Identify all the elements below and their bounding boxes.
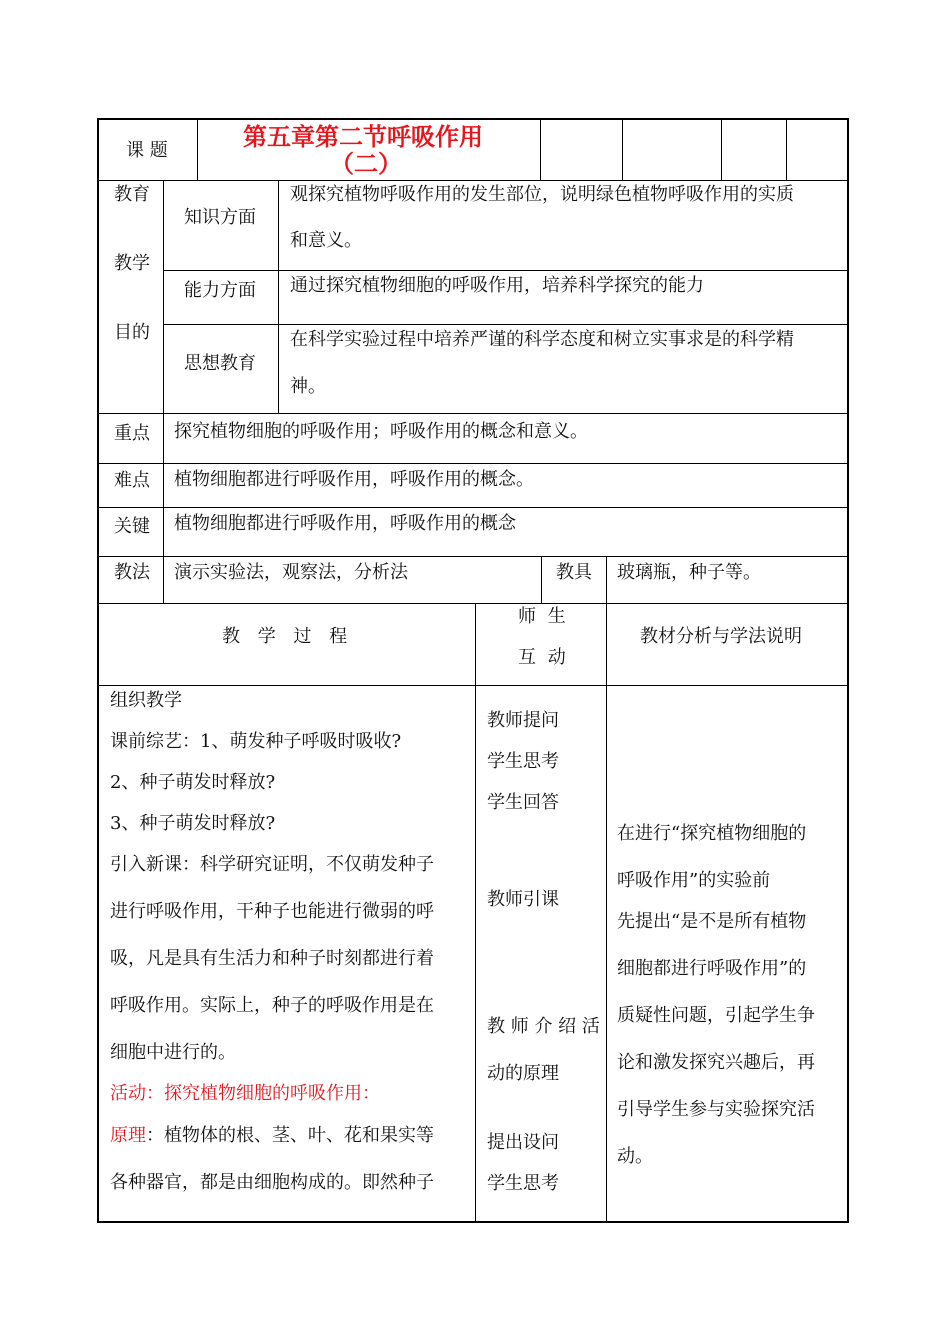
- lesson-title-part: （二）: [330, 149, 402, 178]
- process-line: 细胞中进行的。: [110, 1042, 236, 1063]
- process-line: 进行呼吸作用，干种子也能进行微弱的呼: [110, 901, 434, 922]
- col-divider: [197, 120, 198, 180]
- col-divider: [278, 180, 279, 413]
- row-divider: [163, 270, 847, 271]
- crux-text: 植物细胞都进行呼吸作用，呼吸作用的概念: [174, 513, 516, 534]
- ability-text: 通过探究植物细胞的呼吸作用，培养科学探究的能力: [290, 275, 704, 296]
- col-divider: [606, 556, 607, 603]
- topic-label: 课 题: [126, 140, 168, 161]
- col-divider: [721, 120, 722, 180]
- interaction-item: 教师提问: [487, 710, 559, 731]
- analysis-line: 质疑性问题，引起学生争: [617, 1005, 815, 1026]
- interaction-item: 动的原理: [487, 1063, 559, 1084]
- knowledge-label: 知识方面: [184, 207, 256, 228]
- process-line: 呼吸作用。实际上，种子的呼吸作用是在: [110, 995, 434, 1016]
- analysis-line: 论和激发探究兴趣后，再: [617, 1052, 815, 1073]
- col-divider: [622, 120, 623, 180]
- crux-label: 关键: [114, 516, 150, 537]
- thought-label: 思想教育: [184, 353, 256, 374]
- process-heading: 教 学 过 程: [222, 626, 348, 647]
- knowledge-text: 和意义。: [290, 230, 362, 251]
- col-divider: [475, 603, 476, 1221]
- col-divider: [541, 556, 542, 603]
- row-divider: [99, 685, 847, 686]
- col-divider: [606, 603, 607, 1221]
- col-divider: [163, 180, 164, 603]
- col-divider: [540, 120, 541, 180]
- method-label: 教法: [114, 562, 150, 583]
- analysis-heading: 教材分析与学法说明: [640, 626, 802, 647]
- difficulty-text: 植物细胞都进行呼吸作用，呼吸作用的概念。: [174, 469, 534, 490]
- difficulty-label: 难点: [114, 470, 150, 491]
- objectives-label: 教学: [114, 253, 150, 274]
- thought-text: 在科学实验过程中培养严谨的科学态度和树立实事求是的科学精: [290, 329, 794, 350]
- row-divider: [99, 463, 847, 464]
- principle-label: 原理: [110, 1125, 146, 1146]
- process-line: 3、种子萌发时释放?: [110, 813, 276, 834]
- key-point-label: 重点: [114, 423, 150, 444]
- method-text: 演示实验法，观察法，分析法: [174, 562, 408, 583]
- row-divider: [99, 556, 847, 557]
- thought-text: 神。: [290, 376, 326, 397]
- interaction-item: 学生回答: [487, 792, 559, 813]
- analysis-line: 先提出“是不是所有植物: [617, 911, 807, 932]
- row-divider: [99, 180, 847, 181]
- knowledge-text: 观探究植物呼吸作用的发生部位，说明绿色植物呼吸作用的实质: [290, 184, 794, 205]
- analysis-line: 呼吸作用”的实验前: [617, 870, 771, 891]
- row-divider: [163, 324, 847, 325]
- interaction-heading: 师 生: [518, 606, 566, 627]
- interaction-item: 教师引课: [487, 889, 559, 910]
- interaction-item: 学生思考: [487, 751, 559, 772]
- principle-line: [110, 1126, 434, 1146]
- analysis-line: 动。: [617, 1146, 653, 1167]
- process-line: 组织教学: [110, 690, 182, 711]
- row-divider: [99, 507, 847, 508]
- analysis-line: 细胞都进行呼吸作用”的: [617, 958, 807, 979]
- interaction-item: 学生思考: [487, 1173, 559, 1194]
- process-line: 吸，凡是具有生活力和种子时刻都进行着: [110, 948, 434, 969]
- row-divider: [99, 413, 847, 414]
- interaction-heading: 互 动: [518, 647, 566, 668]
- process-line: 课前综艺：1、萌发种子呼吸时吸收?: [110, 731, 402, 752]
- objectives-label: 目的: [114, 322, 150, 343]
- tools-text: 玻璃瓶，种子等。: [617, 562, 761, 583]
- process-line: 2、种子萌发时释放?: [110, 772, 276, 793]
- tools-label: 教具: [556, 562, 592, 583]
- col-divider: [786, 120, 787, 180]
- interaction-item: 提出设问: [487, 1132, 559, 1153]
- ability-label: 能力方面: [184, 280, 256, 301]
- process-line: 引入新课：科学研究证明，不仅萌发种子: [110, 854, 434, 875]
- analysis-line: 在进行“探究植物细胞的: [617, 823, 807, 844]
- objectives-label: 教育: [114, 184, 150, 205]
- key-point-text: 探究植物细胞的呼吸作用；呼吸作用的概念和意义。: [174, 421, 588, 442]
- interaction-item: 教 师 介 绍 活: [487, 1016, 600, 1037]
- principle-text: ：植物体的根、茎、叶、花和果实等: [146, 1125, 434, 1146]
- row-divider: [99, 603, 847, 604]
- principle-line: 各种器官，都是由细胞构成的。即然种子: [110, 1172, 434, 1193]
- analysis-line: 引导学生参与实验探究活: [617, 1099, 815, 1120]
- lesson-title: 第五章第二节呼吸作用: [243, 122, 483, 151]
- activity-heading: 活动：探究植物细胞的呼吸作用：: [110, 1083, 380, 1104]
